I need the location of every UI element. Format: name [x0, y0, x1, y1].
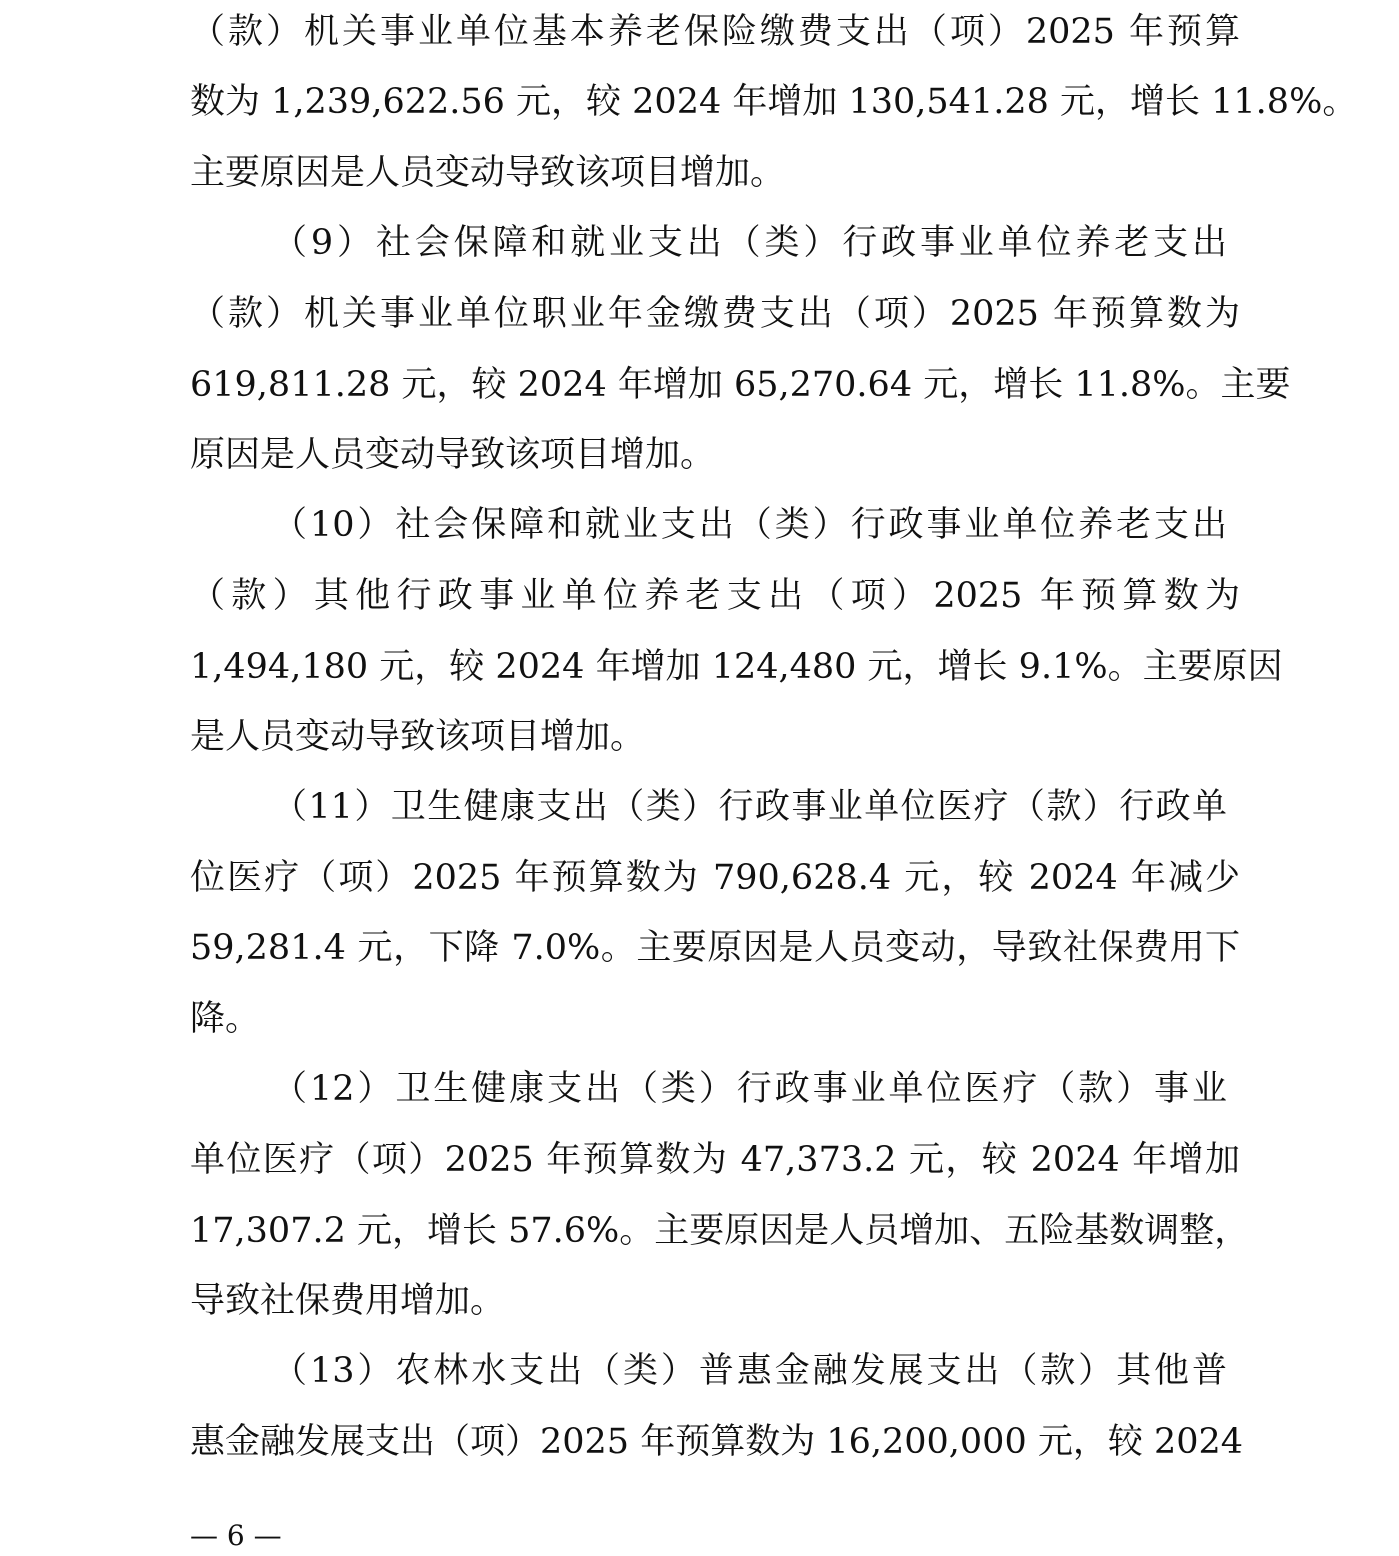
paragraph-11-first-line: （11）卫生健康支出（类）行政事业单位医疗（款）行政单	[272, 787, 1227, 827]
text-line: 数为 1,239,622.56 元，较 2024 年增加 130,541.28 元，增长 11.8%。	[190, 82, 1358, 122]
text-line: （款）机关事业单位基本养老保险缴费支出（项）2025 年预算	[190, 12, 1240, 52]
text-line: 降。	[190, 999, 261, 1039]
text-line: 59,281.4 元，下降 7.0%。主要原因是人员变动，导致社保费用下	[190, 928, 1240, 968]
page-number: — 6 —	[190, 1519, 282, 1552]
text-line: 单位医疗（项）2025 年预算数为 47,373.2 元，较 2024 年增加	[190, 1140, 1240, 1180]
text-line: 原因是人员变动导致该项目增加。	[190, 435, 716, 475]
paragraph-12-first-line: （12）卫生健康支出（类）行政事业单位医疗（款）事业	[272, 1069, 1227, 1109]
text-line: （款）机关事业单位职业年金缴费支出（项）2025 年预算数为	[190, 294, 1240, 334]
text-line: （款）其他行政事业单位养老支出（项）2025 年预算数为	[190, 576, 1240, 616]
text-line: 是人员变动导致该项目增加。	[190, 717, 646, 757]
text-line: 导致社保费用增加。	[190, 1281, 506, 1321]
paragraph-9-first-line: （9）社会保障和就业支出（类）行政事业单位养老支出	[272, 223, 1227, 263]
paragraph-13-first-line: （13）农林水支出（类）普惠金融发展支出（款）其他普	[272, 1351, 1227, 1391]
text-line: 1,494,180 元，较 2024 年增加 124,480 元，增长 9.1%。主要原因	[190, 647, 1283, 687]
text-line: 位医疗（项）2025 年预算数为 790,628.4 元，较 2024 年减少	[190, 858, 1240, 898]
text-line: 619,811.28 元，较 2024 年增加 65,270.64 元，增长 11.8%。主要	[190, 365, 1291, 405]
text-line: 主要原因是人员变动导致该项目增加。	[190, 153, 786, 193]
paragraph-10-first-line: （10）社会保障和就业支出（类）行政事业单位养老支出	[272, 505, 1227, 545]
text-line: 惠金融发展支出（项）2025 年预算数为 16,200,000 元，较 2024	[190, 1422, 1244, 1462]
text-line: 17,307.2 元，增长 57.6%。主要原因是人员增加、五险基数调整，	[190, 1211, 1250, 1251]
